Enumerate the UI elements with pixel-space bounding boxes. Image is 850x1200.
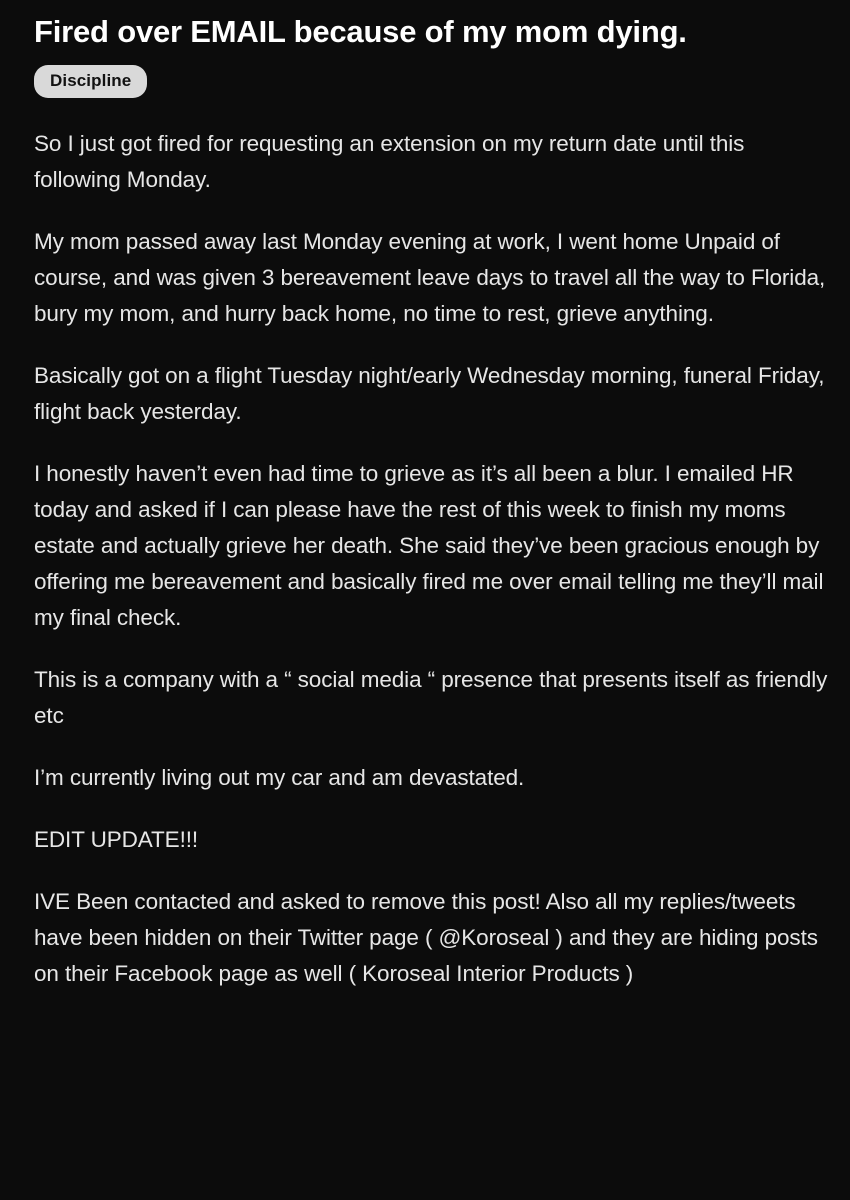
post-paragraph: So I just got fired for requesting an extension on my return date until this following Monday. (34, 130, 745, 192)
post-edit-marker: EDIT UPDATE!!! (34, 826, 199, 852)
post-paragraph: This is a company with a “ social media “ presence that presents itself as friendly etc (34, 666, 828, 728)
page-title: Fired over EMAIL because of my mom dying. (34, 14, 687, 49)
post-paragraph: I’m currently living out my car and am devastated. (34, 764, 525, 790)
post-paragraph: IVE Been contacted and asked to remove this post! Also all my replies/tweets have been hidden on their Twitter page ( @Koroseal ) and they are hiding posts on their Facebook page as well ( Koroseal Interior Products ) (34, 888, 818, 986)
post-paragraph: My mom passed away last Monday evening at work, I went home Unpaid of course, and was given 3 bereavement leave days to travel all the way to Florida, bury my mom, and hurry back home, no time to rest, grieve anything. (34, 228, 826, 326)
post-body (34, 126, 828, 992)
post-paragraph: Basically got on a flight Tuesday night/early Wednesday morning, funeral Friday, flight back yesterday. (34, 362, 825, 424)
status-badge[interactable]: Discipline (34, 65, 147, 98)
flair-row (34, 65, 828, 98)
post-paragraph: I honestly haven’t even had time to grieve as it’s all been a blur. I emailed HR today and asked if I can please have the rest of this week to finish my moms estate and actually grieve her death. She said they’ve been gracious enough by offering me bereavement and basically fired me over email telling me they’ll mail my final check. (34, 460, 824, 630)
